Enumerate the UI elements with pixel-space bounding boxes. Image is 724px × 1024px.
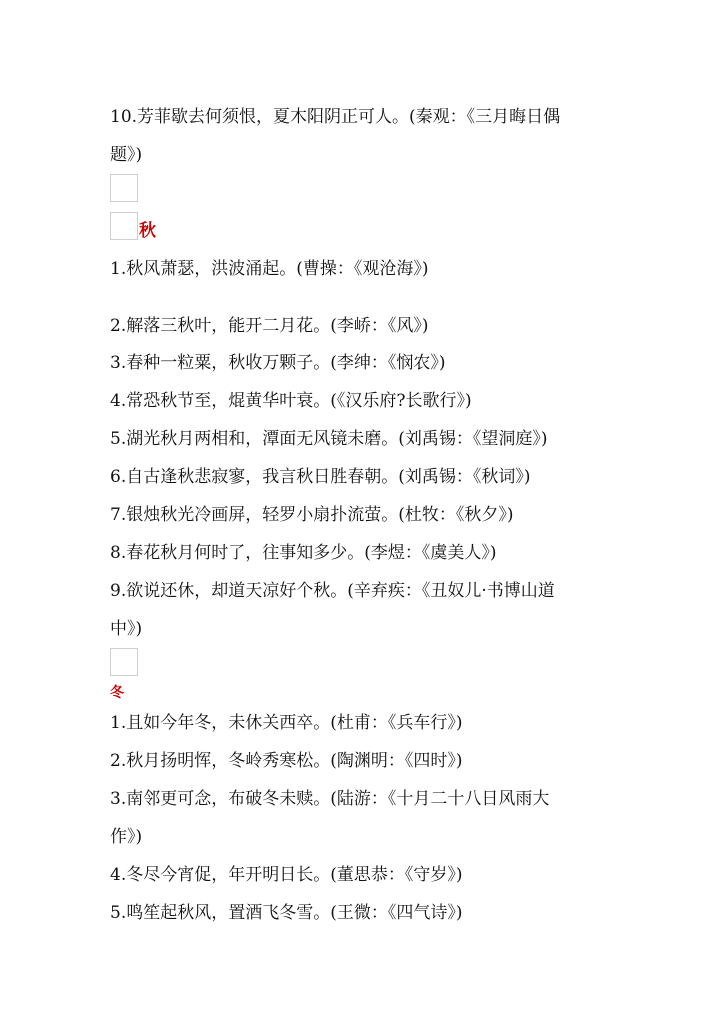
autumn-item-4: 4.常恐秋节至，焜黄华叶衰。(《汉乐府?长歌行》) [110,391,472,411]
winter-item-4: 4.冬尽今宵促，年开明日长。(董思恭：《守岁》) [110,865,463,885]
summer-item-10-cont: 题》) [110,145,143,165]
section-heading-autumn: 秋 [139,221,156,241]
winter-item-3-cont: 作》) [110,827,143,847]
autumn-item-3: 3.春种一粒粟，秋收万颗子。(李绅：《悯农》) [110,353,446,373]
autumn-item-6: 6.自古逢秋悲寂寥，我言秋日胜春朝。(刘禹锡：《秋词》) [110,467,531,487]
section-heading-winter: 冬 [110,685,124,701]
winter-item-3: 3.南邻更可念，布破冬未赎。(陆游：《十月二十八日风雨大 [110,789,550,809]
autumn-item-1: 1.秋风萧瑟，洪波涌起。(曹操：《观沧海》) [110,259,429,279]
winter-item-5: 5.鸣笙起秋风，置酒飞冬雪。(王微：《四气诗》) [110,903,463,923]
image-placeholder [110,648,138,676]
image-placeholder [110,212,138,240]
summer-item-10: 10.芳菲歇去何须恨，夏木阳阴正可人。(秦观：《三月晦日偶 [110,107,561,127]
autumn-item-8: 8.春花秋月何时了，往事知多少。(李煜：《虞美人》) [110,543,497,563]
winter-item-1: 1.且如今年冬，未休关西卒。(杜甫：《兵车行》) [110,713,463,733]
winter-item-2: 2.秋月扬明恽，冬岭秀寒松。(陶渊明：《四时》) [110,751,463,771]
autumn-item-9: 9.欲说还休，却道天凉好个秋。(辛弃疾：《丑奴儿·书博山道 [110,581,555,601]
autumn-item-9-cont: 中》) [110,619,143,639]
autumn-item-7: 7.银烛秋光冷画屏，轻罗小扇扑流萤。(杜牧：《秋夕》) [110,505,514,525]
autumn-item-5: 5.湖光秋月两相和，潭面无风镜未磨。(刘禹锡：《望洞庭》) [110,429,548,449]
image-placeholder [110,174,138,202]
autumn-item-2: 2.解落三秋叶，能开二月花。(李峤：《风》) [110,316,429,336]
